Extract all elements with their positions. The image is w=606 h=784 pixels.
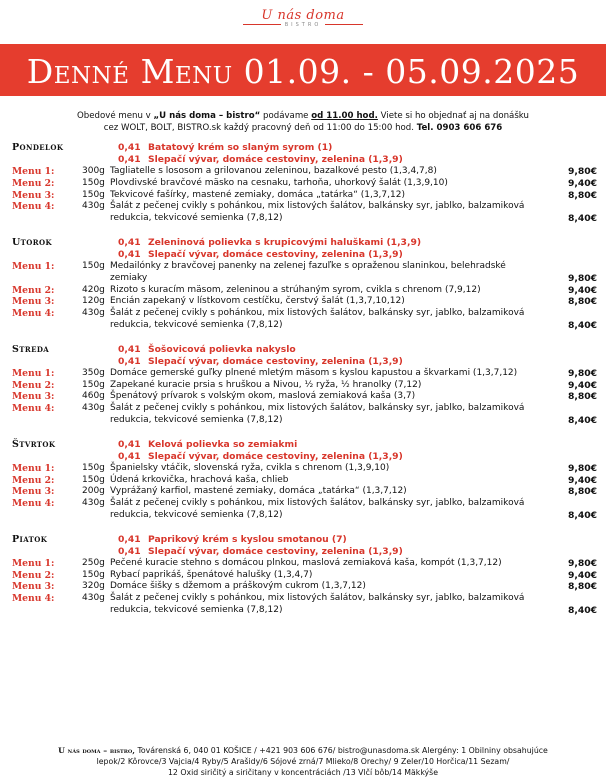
menu-weight: 200g — [82, 486, 105, 497]
menu-label: Menu 4: — [12, 308, 55, 320]
menu-item — [12, 368, 597, 380]
menu-weight: 150g — [82, 569, 105, 580]
menu-price: 8,40€ — [567, 604, 597, 616]
menu-item — [12, 308, 597, 332]
soup-1: 0,41 Batatový krém so slaným syrom (1) — [118, 142, 333, 153]
menu-price: 9,40€ — [567, 569, 597, 581]
menu-item — [12, 463, 597, 475]
soup-1: 0,41 Kelová polievka so zemiakmi — [118, 438, 298, 450]
menu-weight: 320g — [82, 581, 105, 592]
menu-item — [12, 391, 597, 403]
menu-item — [12, 570, 597, 582]
menu-item — [12, 581, 597, 593]
menu-description: Tekvicové fašírky, mastené zemiaky, domáca „tatárka“ (1,3,7,12) — [110, 189, 405, 200]
menu-item — [12, 261, 597, 285]
menu-label: Menu 1: — [12, 260, 55, 272]
menu-item — [12, 178, 597, 190]
menu-weight: 430g — [82, 403, 105, 414]
menu-weight: 430g — [82, 308, 105, 319]
menu-weight: 350g — [82, 367, 105, 378]
menu-label: Menu 3: — [12, 189, 55, 201]
menu-price: 9,40€ — [567, 379, 597, 391]
menu-description: Rizoto s kuracím mäsom, zeleninou a strúhaným syrom, cvikla s chrenom (7,9,12) — [110, 284, 481, 295]
menu-label: Menu 2: — [12, 569, 55, 581]
menu-description: Šalát z pečenej cvikly s pohánkou, mix listových šalátov, balkánsky syr, jablko, balzamiková redukcia, tekvicové semienka (7,8,12) — [110, 403, 525, 425]
menu-weight: 460g — [82, 391, 105, 402]
menu-item — [12, 380, 597, 392]
menu-label: Menu 3: — [12, 486, 55, 498]
menu-weight: 150g — [82, 462, 105, 473]
day-section — [12, 237, 597, 332]
menu-price: 9,80€ — [567, 367, 597, 379]
menu-weight: 430g — [82, 593, 105, 604]
day-section — [12, 534, 597, 617]
soup-2: 0,41 Slepačí vývar, domáce cestoviny, zelenina (1,3,9) — [118, 545, 403, 557]
menu-price: 9,40€ — [567, 177, 597, 189]
menu-price: 8,80€ — [567, 296, 597, 308]
menu-price: 8,80€ — [567, 581, 597, 593]
menu-label: Menu 2: — [12, 379, 55, 391]
day-name: Štvrtok — [12, 438, 56, 450]
menu-weight: 150g — [82, 379, 105, 390]
menu-price: 9,80€ — [567, 462, 597, 474]
menu-description: Medailónky z bravčovej panenky na zelenej fazuľke s opraženou slaninkou, belehradské zemiaky — [110, 260, 506, 283]
menu-label: Menu 1: — [12, 367, 55, 379]
menu-label: Menu 2: — [12, 284, 55, 296]
menu-label: Menu 3: — [12, 391, 55, 403]
menu-price: 9,40€ — [567, 284, 597, 296]
menu-description: Šalát z pečenej cvikly s pohánkou, mix listových šalátov, balkánsky syr, jablko, balzamiková redukcia, tekvicové semienka (7,8,12) — [110, 593, 525, 615]
day-name: Pondelok — [12, 142, 64, 153]
menu-weight: 150g — [82, 260, 105, 271]
menu-label: Menu 3: — [12, 581, 55, 593]
menu-description: Údená krkovička, hrachová kaša, chlieb — [110, 474, 289, 485]
menu-price: 8,40€ — [567, 319, 597, 331]
menu-item — [12, 498, 597, 522]
day-name: Piatok — [12, 533, 48, 545]
day-section — [12, 439, 597, 522]
menu-item — [12, 166, 597, 178]
menu-description: Zapekané kuracie prsia s hruškou a Nivou, ½ ryža, ½ hranolky (7,12) — [110, 379, 422, 390]
menu-label: Menu 1: — [12, 166, 55, 177]
footer: U nás doma – bistro, Továrenská 6, 040 01 KOŠICE / +421 903 606 676/ bistro@unasdoma.sk Alergény: 1 Obilniny obsahujúce lepok/2 Kôrovce/3 Vajcia/4 Ryby/5 Arašidy/6 Sójové zrná/7 Mlieko/8 Orechy/ 9 Zeler/10 Horčica/11 Sezam/ 12 Oxid siričitý a siričitany v koncentráciách /13 Vlčí bôb/14 Mäkkýše — [58, 746, 548, 777]
intro-text: Obedové menu v „U nás doma – bistro“ podávame od 11.00 hod. Viete si ho objednať aj na donášku cez WOLT, BOLT, BISTRO.sk každý pracovný deň od 11:00 do 15:00 hod. Tel. 0903 606 676 — [77, 111, 529, 133]
day-name: Streda — [12, 343, 50, 355]
menu-label: Menu 4: — [12, 498, 55, 510]
menu-label: Menu 4: — [12, 201, 55, 213]
menu-weight: 120g — [82, 296, 105, 307]
menu-price: 8,80€ — [567, 189, 597, 201]
soup-2: 0,41 Slepačí vývar, domáce cestoviny, zelenina (1,3,9) — [118, 355, 403, 367]
menu-description: Tagliatelle s lososom a grilovanou zeleninou, bazalkové pesto (1,3,4,7,8) — [110, 166, 437, 176]
menu-item — [12, 475, 597, 487]
menu-description: Rybací paprikáš, špenátové halušky (1,3,4,7) — [110, 569, 313, 580]
menu-item — [12, 285, 597, 297]
menu-label: Menu 1: — [12, 462, 55, 474]
menu-description: Pečené kuracie stehno s domácou plnkou, maslová zemiaková kaša, kompót (1,3,7,12) — [110, 557, 502, 568]
menu-weight: 250g — [82, 557, 105, 568]
menu-weight: 150g — [82, 177, 105, 188]
menu-price: 9,80€ — [567, 272, 597, 284]
menu-weight: 150g — [82, 189, 105, 200]
menu-description: Encián zapekaný v lístkovom cestíčku, čerstvý šalát (1,3,7,10,12) — [110, 296, 405, 307]
menu-label: Menu 4: — [12, 593, 55, 605]
menu-weight: 300g — [82, 166, 105, 176]
menu-label: Menu 4: — [12, 403, 55, 415]
phone-number: Tel. 0903 606 676 — [416, 123, 503, 133]
soup-1: 0,41 Zeleninová polievka s krupicovými haluškami (1,3,9) — [118, 236, 422, 248]
menu-price: 8,80€ — [567, 391, 597, 403]
menu-price: 8,40€ — [567, 213, 597, 225]
soup-2: 0,41 Slepačí vývar, domáce cestoviny, zelenina (1,3,9) — [118, 450, 403, 462]
menu-description: Domáce gemerské guľky plnené mletým mäsom s kyslou kapustou a škvarkami (1,3,7,12) — [110, 367, 518, 378]
menu-item — [12, 190, 597, 202]
menu-item — [12, 558, 597, 570]
menu-description: Plovdivské bravčové mäsko na cesnaku, tarhoňa, uhorkový šalát (1,3,9,10) — [110, 177, 448, 188]
logo-subtitle: BISTRO — [0, 22, 606, 28]
soup-1: 0,41 Šošovicová polievka nakyslo — [118, 343, 296, 355]
menu-label: Menu 3: — [12, 296, 55, 308]
menu-label: Menu 1: — [12, 557, 55, 569]
menu-description: Šalát z pečenej cvikly s pohánkou, mix listových šalátov, balkánsky syr, jablko, balzamiková redukcia, tekvicové semienka (7,8,12) — [110, 201, 525, 224]
soup-1: 0,41 Paprikový krém s kyslou smotanou (7) — [118, 533, 347, 545]
day-name: Utorok — [12, 236, 52, 248]
menu-label: Menu 2: — [12, 474, 55, 486]
menu-price: 9,80€ — [567, 557, 597, 569]
menu-price: 9,80€ — [567, 166, 597, 177]
day-section — [12, 142, 597, 225]
menu-description: Šalát z pečenej cvikly s pohánkou, mix listových šalátov, balkánsky syr, jablko, balzamiková redukcia, tekvicové semienka (7,8,12) — [110, 308, 525, 330]
logo-title: U nás doma — [261, 8, 345, 23]
menu-price: 8,80€ — [567, 486, 597, 498]
menu-price: 9,40€ — [567, 474, 597, 486]
menu-title-banner: Denné Menu 01.09. - 05.09.2025 — [0, 44, 606, 96]
menu-price: 8,40€ — [567, 414, 597, 426]
menu-item — [12, 403, 597, 427]
menu-description: Šalát z pečenej cvikly s pohánkou, mix listových šalátov, balkánsky syr, jablko, balzamiková redukcia, tekvicové semienka (7,8,12) — [110, 498, 525, 520]
soup-2: 0,41 Slepačí vývar, domáce cestoviny, zelenina (1,3,9) — [118, 248, 403, 260]
menu-description: Domáce šišky s džemom a práškovým cukrom (1,3,7,12) — [110, 581, 366, 592]
menu-weight: 420g — [82, 284, 105, 295]
menu-weight: 150g — [82, 474, 105, 485]
menu-days — [12, 142, 597, 629]
footer-brand: U nás doma – bistro, — [58, 746, 135, 755]
day-section — [12, 344, 597, 427]
menu-description: Vyprážaný karfiol, mastené zemiaky, domáca „tatárka“ (1,3,7,12) — [110, 486, 407, 497]
menu-description: Španielsky vtáčik, slovenská ryža, cvikla s chrenom (1,3,9,10) — [110, 462, 390, 473]
menu-item — [12, 593, 597, 617]
menu-description: Špenátový prívarok s volským okom, maslová zemiaková kaša (3,7) — [110, 391, 416, 402]
menu-price: 8,40€ — [567, 509, 597, 521]
menu-weight: 430g — [82, 498, 105, 509]
menu-weight: 430g — [82, 201, 105, 212]
menu-item — [12, 296, 597, 308]
menu-item — [12, 201, 597, 225]
soup-2: 0,41 Slepačí vývar, domáce cestoviny, zelenina (1,3,9) — [118, 154, 403, 165]
menu-label: Menu 2: — [12, 177, 55, 189]
menu-item — [12, 486, 597, 498]
logo — [0, 8, 606, 28]
